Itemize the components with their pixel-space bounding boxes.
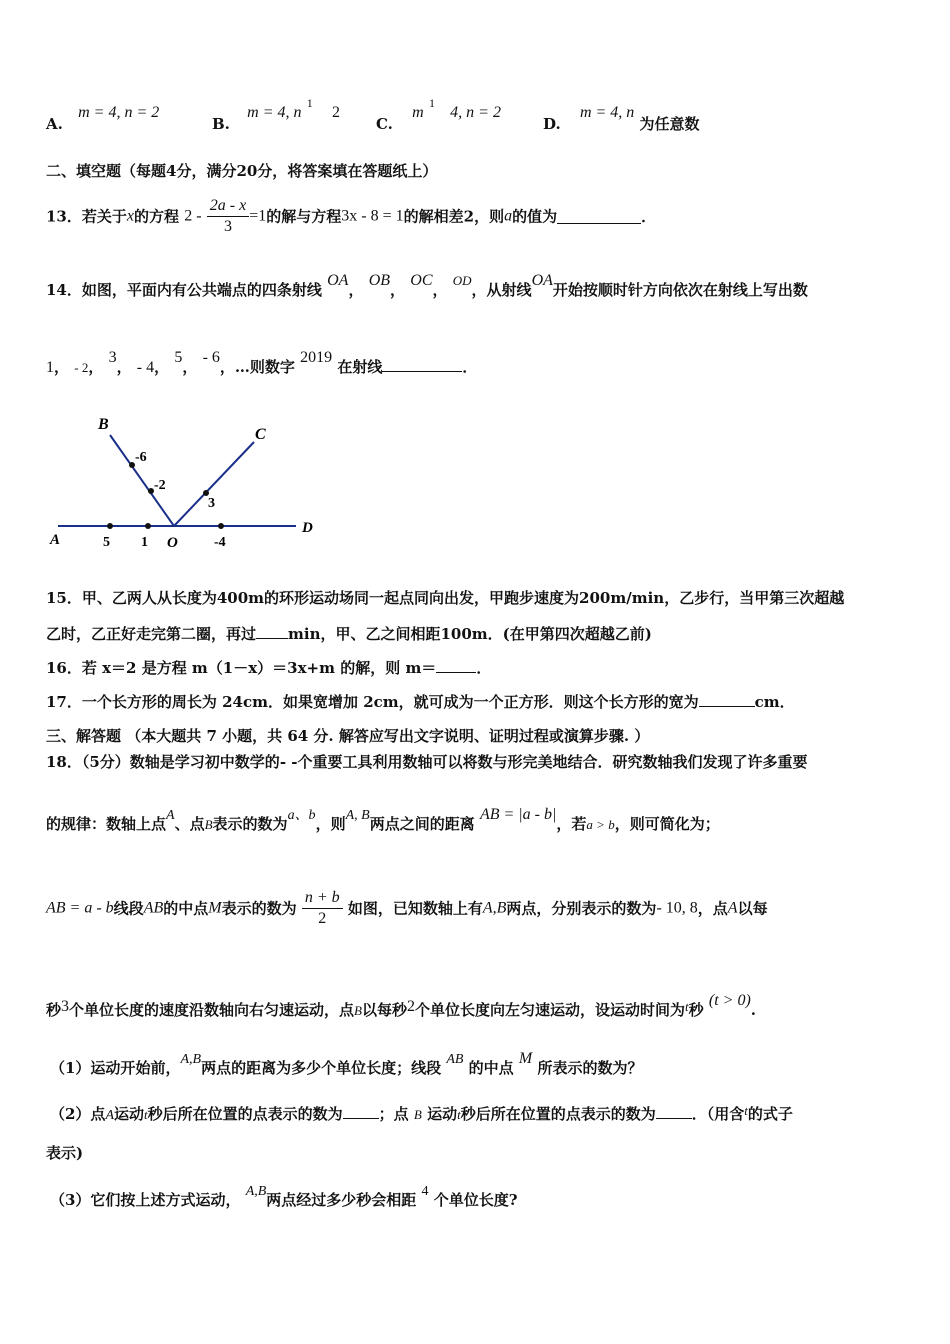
q13-a: a [504, 207, 513, 225]
option-b-sup: 1 [306, 96, 313, 110]
q18-l2-dist: AB = |a - b| [479, 806, 557, 823]
section-2-heading: 二、填空题（每题4分，满分20分，将答案填在答题纸上） [46, 162, 438, 180]
q18-l4-t4: 个单位长度向左匀速运动，设运动时间为 [415, 1001, 686, 1019]
q18-p2-blank-2[interactable] [656, 1104, 692, 1119]
q18-l4-two: 2 [407, 998, 415, 1015]
q16-end: ． [476, 659, 492, 677]
q18-p2-t3-var: t [744, 1103, 748, 1118]
q18-l3-ab2: A,B [482, 899, 507, 917]
q16-blank[interactable] [436, 658, 476, 673]
option-b [212, 96, 340, 133]
q18-p1-t2: 两点的距离为多少个单位长度；线段 [201, 1059, 442, 1077]
option-c-sup: 1 [428, 96, 435, 110]
q18-l4-b: B [354, 1003, 362, 1018]
q13-lead: 2 - [184, 207, 202, 225]
question-15-line2 [46, 624, 652, 644]
q18-l2-t3: 表示的数为 [212, 815, 288, 833]
q18-l3-t2: 的中点 [163, 899, 209, 918]
q14-blank[interactable] [382, 357, 462, 372]
option-b-letter: B. [212, 115, 230, 133]
q18-p3-t3: 个单位长度? [433, 1191, 518, 1209]
q18-p3-t2: 两点经过多少秒会相距 [266, 1191, 417, 1209]
q18-l4-t3: 以每秒 [361, 1001, 407, 1019]
q14-end: ． [462, 358, 478, 376]
q14-mid: ，从射线 [471, 281, 532, 299]
q13-t3: 的解相差2，则 [403, 207, 505, 226]
q18-l4-tcond: (t > 0) [708, 992, 751, 1009]
question-18-line3 [46, 888, 768, 929]
q13-t4: 的值为 [512, 207, 558, 226]
q18-l4-end: . [750, 1001, 757, 1019]
q14-comma-1: ， [348, 281, 364, 299]
q18-p2-b: B [413, 1107, 422, 1122]
label-neg6: -6 [135, 450, 147, 465]
option-d-suffix: 为任意数 [639, 115, 700, 133]
option-c-expr: m [412, 104, 424, 121]
mid-frac-num: n + b [302, 888, 343, 909]
q17-end: cm． [754, 693, 795, 711]
q18-p1-ab2: AB [446, 1052, 464, 1067]
q18-l4-three: 3 [61, 998, 70, 1015]
q18-l3-t5: 两点，分别表示的数为 [506, 899, 657, 918]
rays-figure [44, 410, 344, 570]
q18-l3-a: A [727, 899, 738, 917]
q18-l4-t1: 秒 [46, 1001, 62, 1019]
q18-l2-t1: 的规律：数轴上点 [46, 815, 167, 833]
q18-p2-t5: 运动 [427, 1105, 458, 1123]
label-d: D [302, 520, 313, 536]
label-1: 1 [141, 535, 148, 550]
q18-l3-m: M [208, 899, 222, 917]
question-18-line1: 18．（5分）数轴是学习初中数学的- -个重要工具利用数轴可以将数与形完美地结合．研究数轴我们发现了许多重要 [46, 753, 808, 771]
question-15-line1: 15．甲、乙两人从长度为400m的环形运动场同一起点同向出发，甲跑步速度为200m/min，乙步行，当甲第三次超越 [46, 589, 845, 607]
q15-post: min，甲、乙之间相距100m．(在甲第四次超越乙前) [288, 625, 652, 643]
option-c-tail: 4, n = 2 [450, 104, 501, 121]
q18-l2-t6: ，若 [556, 815, 587, 833]
option-d [543, 102, 700, 133]
option-c [376, 96, 501, 133]
option-b-expr: m = 4, n [247, 104, 302, 121]
option-d-letter: D. [543, 115, 561, 133]
q13-frac-num: 2a - x [207, 196, 249, 217]
point-5 [107, 523, 113, 529]
q18-p3-t1: （3）它们按上述方式运动， [50, 1191, 241, 1209]
q14-comma-2: ， [390, 281, 406, 299]
q18-p1-t4: 所表示的数为？ [537, 1059, 643, 1077]
q18-l2-t4: ，则 [315, 815, 346, 833]
q14-post2: 在射线 [337, 358, 383, 376]
ray-ob: OB [368, 272, 391, 289]
option-a-expr: m = 4, n = 2 [78, 104, 160, 121]
label-a: A [50, 532, 61, 548]
question-18-line2 [46, 806, 720, 836]
q14-post: 开始按顺时针方向依次在射线上写出数 [552, 281, 808, 299]
option-a-letter: A. [46, 115, 63, 133]
q18-l4-t2: 个单位长度的速度沿数轴向右匀速运动，点 [69, 1001, 355, 1019]
label-3: 3 [208, 496, 215, 511]
q18-l3-t7: 以每 [737, 899, 768, 918]
label-c: C [255, 426, 266, 443]
label-neg4: -4 [214, 535, 226, 550]
seq-4: - 4 [136, 359, 155, 376]
q18-p1-m: M [518, 1050, 533, 1067]
mid-frac-den: 2 [318, 910, 327, 927]
q13-x: x [126, 207, 134, 225]
seq-6: - 6 [202, 349, 220, 366]
option-c-letter: C. [376, 115, 393, 133]
q18-l3-t4: 如图，已知数轴上有 [347, 899, 483, 918]
q13-eq: =1 [249, 207, 267, 225]
question-16 [46, 658, 491, 678]
q18-p1-t1: （1）运动开始前， [50, 1059, 181, 1077]
q18-p2-blank-1[interactable] [343, 1104, 379, 1119]
ray-oa: OA [327, 272, 349, 289]
q18-p2-t2: 运动 [114, 1105, 145, 1123]
q18-l2-t7: ，则可简化为； [614, 815, 720, 833]
q13-t1: 的方程 [133, 207, 179, 226]
q18-l2-ab: a、b [287, 808, 316, 823]
q14-mid2: ，…则数字 [219, 358, 295, 376]
ray-start: OA [531, 272, 553, 289]
q18-l2-b: B [204, 817, 213, 832]
q17-pre: 17．一个长方形的周长为 24cm．如果宽增加 2cm，就可成为一个正方形．则这个长方形的宽为 [46, 693, 699, 711]
seq-2: - 2 [74, 360, 89, 375]
point-1 [145, 523, 151, 529]
q18-l4-t: t [685, 999, 689, 1014]
q15-pre: 乙时，乙正好走完第二圈，再过 [46, 625, 257, 643]
q18-l3-expr: AB = a - b [46, 899, 114, 917]
q13-fraction [207, 196, 249, 237]
seq-1: 1 [46, 359, 54, 376]
q18-p2-t2-var: t [457, 1107, 461, 1122]
q17-blank[interactable] [699, 692, 755, 707]
q13-end: ． [641, 207, 657, 226]
q18-p3-ab: A,B [245, 1184, 267, 1199]
section-3-heading: 三、解答题 （本大题共 7 小题，共 64 分. 解答应写出文字说明、证明过程或演算步骤. ） [46, 727, 650, 745]
midpoint-fraction [302, 888, 343, 929]
q18-p2-t8: 的式子 [747, 1105, 793, 1123]
q18-l3-t6: ，点 [697, 899, 728, 918]
q18-p2-t6: 秒后所在位置的点表示的数为 [460, 1105, 656, 1123]
question-18-part2-line2: 表示) [46, 1144, 84, 1162]
label-o: O [167, 535, 178, 551]
q18-l2-ab2: A, B [345, 808, 370, 823]
question-14-line2: 1， - 2， 3， - 4， 5， - 6，…则数字 2019 在射线 ． [46, 349, 478, 376]
question-18-line4 [46, 992, 757, 1021]
question-18-part1 [50, 1050, 643, 1080]
ray-oc: OC [410, 272, 433, 289]
option-b-tail: 2 [331, 104, 340, 121]
q18-l2-t5: 两点之间的距离 [369, 815, 475, 833]
ray-od: OD [452, 273, 472, 288]
q18-l3-ab: AB [143, 899, 164, 917]
q14-pre: 14．如图，平面内有公共端点的四条射线 [46, 281, 322, 299]
q18-p2-t1: （2）点 [50, 1105, 106, 1123]
q18-l3-t1: 线段 [113, 899, 144, 918]
seq-3: 3 [108, 349, 117, 366]
q18-l3-vals: - 10, 8 [656, 899, 698, 917]
seq-5: 5 [174, 349, 183, 366]
label-b: B [98, 416, 109, 433]
q18-p2-t: t [144, 1107, 148, 1122]
q18-p2-a: A [105, 1108, 114, 1123]
q18-p1-t3: 的中点 [468, 1059, 514, 1077]
question-18-part2 [50, 1104, 793, 1126]
question-18-part3 [50, 1184, 518, 1212]
q18-l2-t2: 、点 [174, 815, 205, 833]
q18-p2-t4: ；点 [378, 1105, 409, 1123]
q13-blank[interactable] [557, 209, 641, 224]
option-d-expr: m = 4, n [579, 104, 635, 121]
question-13 [46, 196, 656, 237]
question-14-line1 [46, 272, 808, 301]
q18-p2-t7: ．（用含 [691, 1105, 745, 1123]
q18-l4-t5: 秒 [688, 1001, 704, 1019]
q16-pre: 16．若 x＝2 是方程 m（1－x）＝3x+m 的解，则 m＝ [46, 659, 437, 677]
q18-p3-four: 4 [421, 1184, 429, 1199]
point-neg4 [218, 523, 224, 529]
q18-p2-t3: 秒后所在位置的点表示的数为 [147, 1105, 343, 1123]
q18-l2-cond: a > b [586, 817, 615, 832]
q18-l2-a: A [166, 808, 175, 823]
q13-eq2: 3x - 8 = 1 [341, 207, 404, 225]
q14-comma-3: ， [432, 281, 448, 299]
q13-num: 13．若关于 [46, 207, 127, 226]
q13-t2: 的解与方程 [266, 207, 342, 226]
q18-l3-t3: 表示的数为 [221, 899, 297, 918]
ray-line-oc [174, 442, 254, 526]
q18-p1-ab: A,B [180, 1052, 202, 1067]
label-5: 5 [103, 535, 110, 550]
q14-target: 2019 [300, 349, 333, 366]
question-17 [46, 692, 795, 712]
q13-frac-den: 3 [224, 218, 233, 235]
option-a [46, 102, 160, 133]
label-neg2: -2 [154, 478, 166, 493]
q15-blank[interactable] [256, 624, 288, 639]
